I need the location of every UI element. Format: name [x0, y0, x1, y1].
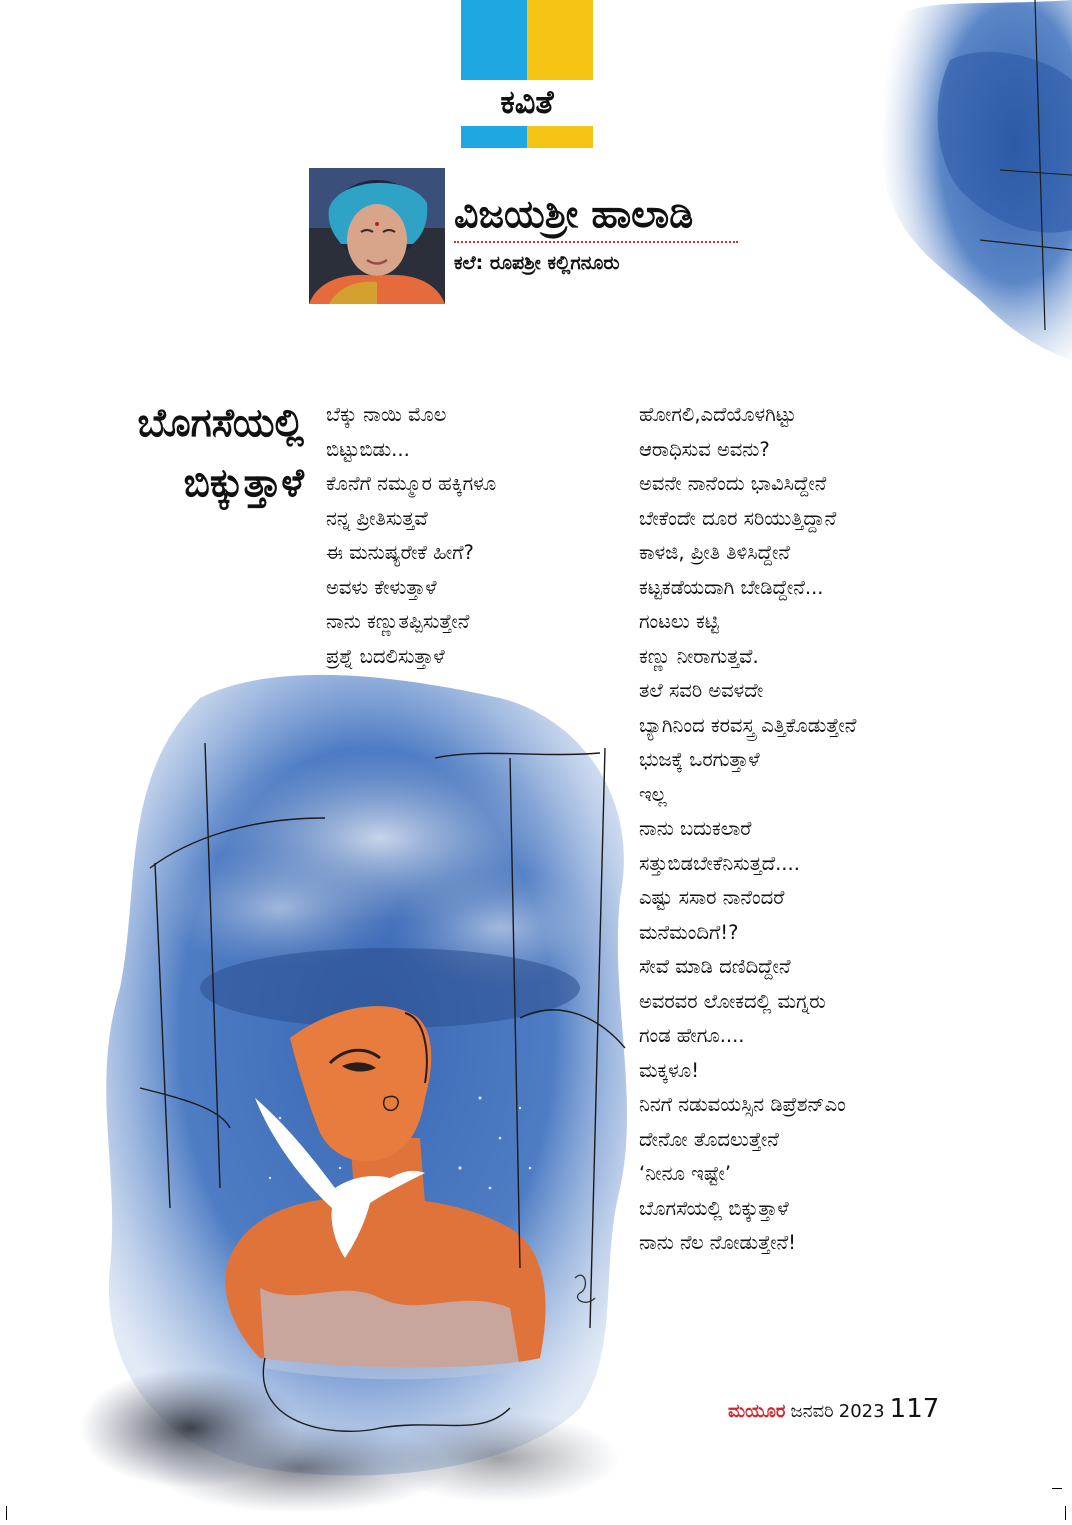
poem-line: ಸತ್ತುಬಿಡಬೇಕೆನಿಸುತ್ತದೆ.... — [639, 851, 800, 875]
crop-mark — [1052, 1488, 1062, 1489]
poem-line: ಕಟ್ಟಕಡೆಯದಾಗಿ ಬೇಡಿದ್ದೇನೆ... — [639, 575, 824, 599]
poem-title — [60, 394, 304, 514]
poem-line: ಬೇಕೆಂದೇ ದೂರ ಸರಿಯುತ್ತಿದ್ದಾನೆ — [639, 506, 837, 530]
poem-line: ಈ ಮನುಷ್ಯರೇಕೆ ಹೀಗೆ? — [326, 541, 474, 564]
art-credit: ಕಲೆ: ರೂಪಶ್ರೀ ಕಲ್ಲಿಗನೂರು — [454, 252, 620, 274]
author-name: ವಿಜಯಶ್ರೀ ಹಾಲಾಡಿ — [454, 192, 694, 236]
poem-line: ನಾನು ನೆಲ ನೋಡುತ್ತೇನೆ! — [639, 1231, 796, 1254]
author-divider — [454, 241, 738, 243]
poem-title-line-2: ಬಿಕ್ಕುತ್ತಾಳೆ — [183, 461, 304, 506]
poem-line: ಗಂಡ ಹೇಗೂ.... — [639, 1024, 745, 1047]
poem-line: ಗಂಟಲು ಕಟ್ಟಿ — [639, 610, 719, 633]
author-photo — [309, 168, 445, 304]
poem-line: ಕಣ್ಣು ನೀರಾಗುತ್ತವೆ. — [639, 644, 759, 668]
poem-line: ಕೊನೆಗೆ ನಮ್ಮೂರ ಹಕ್ಕಿಗಳೂ — [326, 472, 497, 495]
issue-month: ಜನವರಿ — [790, 1401, 834, 1422]
crop-mark — [1065, 1506, 1066, 1520]
poem-line: ಬೆಕ್ಕು ನಾಯಿ ಮೊಲ — [326, 403, 447, 426]
poem-line: ಇಲ್ಲ — [639, 782, 667, 806]
page-number: 117 — [889, 1394, 940, 1424]
section-badge-top-bar — [461, 0, 593, 80]
issue-year: 2023 — [838, 1401, 885, 1422]
page-footer — [728, 1394, 939, 1424]
section-label: ಕವಿತೆ — [500, 83, 554, 121]
magazine-name: ಮಯೂರ — [728, 1401, 786, 1422]
poem-line: ದೇನೋ ತೊದಲುತ್ತೇನೆ — [639, 1127, 779, 1151]
poem-line: ಸೇವೆ ಮಾಡಿ ದಣಿದಿದ್ದೇನೆ — [639, 955, 791, 978]
poem-line: ಬೊಗಸೆಯಲ್ಲಿ ಬಿಕ್ಕುತ್ತಾಳೆ — [639, 1196, 789, 1220]
poem-line: ನಾನು ಬದುಕಲಾರೆ — [639, 817, 752, 840]
poem-line: ಬಿಟ್ಟುಬಿಡು... — [326, 437, 410, 461]
watercolor-wash-top-right — [850, 0, 1072, 360]
poem-line: ಅವರವರ ಲೋಕದಲ್ಲಿ ಮಗ್ನರು — [639, 989, 826, 1013]
poem-line: ಬ್ಯಾಗಿನಿಂದ ಕರವಸ್ತ್ರ ಎತ್ತಿಕೊಡುತ್ತೇನೆ — [639, 713, 857, 737]
poem-title-line-1: ಬೊಗಸೆಯಲ್ಲಿ — [137, 401, 304, 446]
poem-line: ಹೋಗಲಿ,ಎದೆಯೊಳಗಿಟ್ಟು — [639, 403, 797, 426]
poem-line: ನಿನಗೆ ನಡುವಯಸ್ಸಿನ ಡಿಪ್ರೆಶನ್ಎಂ — [639, 1093, 846, 1116]
poem-line: ಅವಳು ಕೇಳುತ್ತಾಳೆ — [326, 575, 437, 599]
poem-line: ಭುಜಕ್ಕೆ ಒರಗುತ್ತಾಳೆ — [639, 748, 760, 771]
poem-line: ಆರಾಧಿಸುವ ಅವನು? — [639, 437, 770, 461]
crop-mark — [6, 1506, 7, 1520]
poem-line: ಪ್ರಶ್ನೆ ಬದಲಿಸುತ್ತಾಳೆ — [326, 644, 445, 668]
poem-column-2 — [639, 398, 856, 1261]
poem-column-1 — [326, 398, 496, 674]
poem-line: ತಲೆ ಸವರಿ ಅವಳದೇ — [639, 679, 764, 702]
poem-line: ಅವನೇ ನಾನೆಂದು ಭಾವಿಸಿದ್ದೇನೆ — [639, 472, 827, 495]
poem-line: ಮಕ್ಕಳೂ! — [639, 1058, 700, 1082]
section-badge-bottom-bar — [461, 126, 593, 148]
poem-line: ನನ್ನ ಪ್ರೀತಿಸುತ್ತವೆ — [326, 506, 428, 530]
poem-line: ಕಾಳಜಿ, ಪ್ರೀತಿ ತಿಳಿಸಿದ್ದೇನೆ — [639, 541, 790, 564]
poem-line: ‘ನೀನೂ ಇಷ್ಟೇ’ — [639, 1162, 732, 1185]
poem-line: ನಾನು ಕಣ್ಣುತಪ್ಪಿಸುತ್ತೇನೆ — [326, 610, 470, 633]
poem-line: ಎಷ್ಟು ಸಸಾರ ನಾನೆಂದರೆ — [639, 886, 785, 909]
poem-illustration — [80, 668, 680, 1518]
poem-line: ಮನೆಮಂದಿಗೆ!? — [639, 920, 739, 944]
